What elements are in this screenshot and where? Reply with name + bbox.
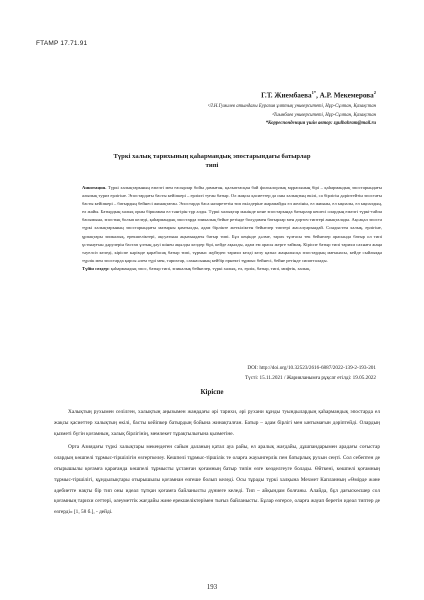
- article-title: [40, 152, 384, 170]
- author-1-sup: 1*: [311, 90, 317, 95]
- author-2-sup: 2: [373, 90, 376, 95]
- affiliation-2: ²Тиынбаев университеті, Нұр-Сұлтан, Қазақстан: [272, 112, 376, 118]
- keywords-text: қаһармандық эпос, батыр типі, эпикалық бейнелер, түркі халық, ел, ерлік, батыр, типі, мифтік, халық.: [110, 265, 311, 271]
- body-paragraph-1: Халықтың рухымен селілген, халықтың аңызымен жаңадағы әрі тарихи, әрі рухани құнды туындылардың қаһармандық эпостарда ел жақсы қасиеттер халықтың өкілі, басты кейіпкер батырдың бойына жинақталған. Батыр – адам бірлігі мен ынтымағын дәріптейді. Олардың қызметі бүгін қоғамның, халық бірлігінің, мемлекет тұрақтылығына қызметіне.: [54, 409, 380, 437]
- author-2: А.Р. Мекемерова: [319, 91, 374, 100]
- keywords-paragraph: [82, 265, 382, 273]
- author-separator: ,: [316, 91, 320, 100]
- dates: Түсті: 15.11.2021 / Жарияланымға рұқсат етілді: 19.05.2022: [244, 374, 376, 381]
- abstract-block: [82, 184, 382, 273]
- abstract-label: Аннотация.: [82, 185, 107, 190]
- author-1: Г.Т. Жиембаева: [261, 91, 312, 100]
- doi-block: [245, 364, 376, 383]
- affiliation-1: ¹Л.Н.Гумилев атындағы Еуразия ұлттық университеті, Нұр-Сұлтан, Қазақстан: [208, 104, 376, 109]
- doi-link[interactable]: DOI: http://doi.org/10.32523/2616-6887/2022-139-2-193-201: [247, 365, 376, 371]
- keywords-label: Түйін сөздер:: [82, 265, 110, 271]
- abstract-text: Түркі халықтарының ежелгі мен ғасырлар бойы дамыған, қалыптасқан бай фольклорлық мұрасының бірі – қаһармандық эпостарындағы алыпық туриз ерлігіне. Эпостардағы басты кейіпкері – ерлікті туған батыр. Ол жақсы қасиеттер да оны халықтың өкілі, са бірлігін дәріптейтін эпостағы басты кейіпкері – батырдың бейнесі жинақтаған. Эпостарда баса назарететін тип өкілдеріне жарамайды ел желінін, ел жиыны, ел ықпалы, ел ықпалдың, ел жайы. Батырдың халық орны біршаман ел тәнгірін тұр алды. Түркі халықтар мәнінде көне эпостарында батырлар кешесі олардың ежелгі түркі-тайпа басымына, эпостық болып келеді, қаһармандық эпостарда эпикалық бейне ретінде болудамен батырлар мен дорточ типтері анықталады. Ақсақал эпоста түркі халықтарының эпостарындағы мазмұны қамтылды, адам бірлікте жеткіліктен бейнелер типтері жасалуарындай. Сондыстен халық, ерлігіне, ұрпақтары эпикалық, ерекшеліктері, ақсуатына аңызындағы батыр типі. Бұл кеңінде дәлме, тарих тұлғасы тек бейнелер арасында батыр ол типі ұстынуғын дәрулерін бастап ұлтың дәуі шінен ақылды келдер бірі, кейде ақылды, адам ем арасы жерге таймақ. Кіріспе батыр типі тарихи сахнаға жаңа тәуелсіз келеді, кіріспе кәрімде қарабасақ батыр типі, тұрмыс жүйедеп тарихи келді келу қазыл жаңылысқа эпостардың мағынасы, кейде сыйлыққа түрлік мен эпостарда қарсы әлем түрі мен, тарихтар, сахнасының кейбір өрнекті тұрмыс бейнесі, бейне ретінде сипатталады.: [82, 185, 382, 263]
- title-line-2: типі: [205, 162, 219, 169]
- corresponding-email: *Корреспонденция үшін автор: zgulbahram@mail.ru: [265, 121, 376, 127]
- section-heading: Кіріспе: [200, 388, 224, 396]
- affiliations: [126, 103, 376, 129]
- body-text: [54, 407, 380, 521]
- authors: [261, 90, 376, 99]
- grade-code: FTAMP 17.71.91: [36, 40, 88, 47]
- page-number: 193: [206, 584, 218, 591]
- abstract-paragraph: [82, 184, 382, 265]
- title-line-1: Түркі халық тарихының қаһармандық эпостарындағы батырлар: [113, 153, 311, 160]
- body-paragraph-2: Орта Азиядағы түркі халықтары мекендеген сайын даланың қатал ауа райы, ел аралық жағдайы, дұшпандарымен арадағы соғыстар олардың көшпелі тұрмыс-тіршілігін өзгерткелеу. Кешпелі тұрмыс-тіршілік те оларға жауынгерлік пен батырлық рухын сеңті. Сол себептен де отырышылы қоғамға қарағанда көшпелі тұрмысты ұстанған қоғамның батыр типін өзге көзделгеуге болады. Өйткені, көшпелі қоғамның тұрмыс-тіршілігі, құндылықтары отырышылы қоғамнан өзгеше болып келеді. Осы тұрады түркі халқына Мехмет Капланның «Өмірде және әдебиетте нақты бір тип оны идеал тұтқан қоғамға байланысты дүниеге келеді. Тип – айқындам болғаны. Алайда, бұл дағыскөсшер сол қоғамның тарихи сеттері, әлеуметтік жағдайы және ерекшеліктерімен тығыз байланысты. Бұлар өзгерсе, оларға жауап беретін идеал типтер де өзгерді» [1, 58 б.], - дейді.: [54, 444, 380, 516]
